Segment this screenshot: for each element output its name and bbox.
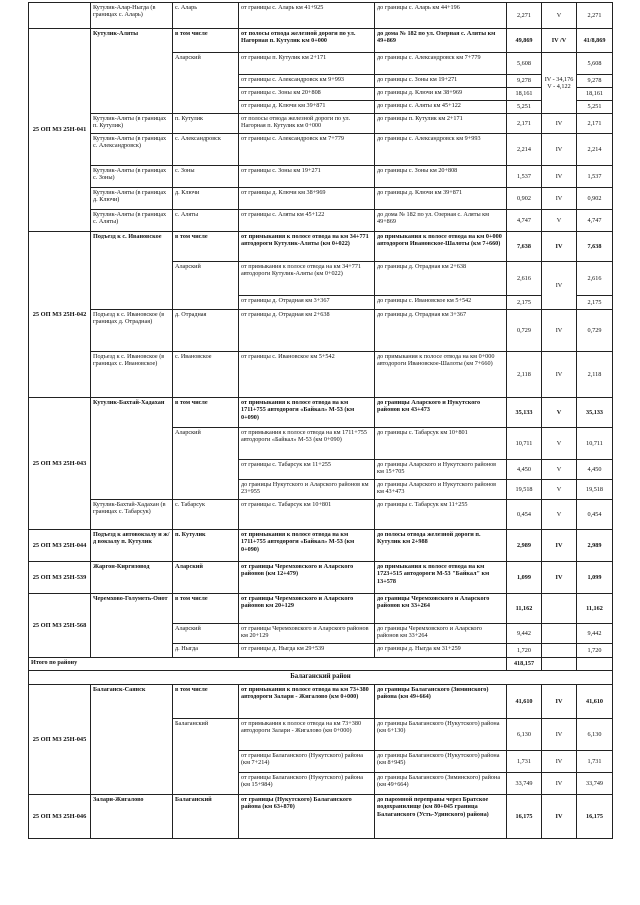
length-value: 7,638 <box>507 232 542 262</box>
total-value: 5,251 <box>577 101 613 114</box>
total-value: 16,175 <box>577 795 613 839</box>
segment-start: от границы с. Табарсук км 10+801 <box>239 500 375 530</box>
total-value: 5,608 <box>577 53 613 75</box>
road-registry-page <box>28 2 612 839</box>
total-value: 2,171 <box>577 114 613 134</box>
category-value: IV <box>542 530 577 562</box>
segment-start: от границы с. Ивановское км 5+542 <box>239 352 375 398</box>
length-value: 1,731 <box>507 751 542 773</box>
road-name: Подъезд к с. Ивановское (в границах с. Ивановское) <box>91 352 173 398</box>
section-part: в том числе <box>173 29 239 53</box>
segment-start: от границы д. Ключи км 39+871 <box>239 101 375 114</box>
segment-end: до границы с. Табарсук км 11+255 <box>375 500 507 530</box>
segment-start: от полосы отвода железной дороги по ул. Нагорная п. Кутулик км 0+000 <box>239 114 375 134</box>
section-part: с. Ивановское <box>173 352 239 398</box>
category-value: IV <box>542 352 577 398</box>
section-part: с. Аларь <box>173 3 239 29</box>
total-value: 1,099 <box>577 562 613 594</box>
segment-start: от границы д. Ключи км 38+969 <box>239 188 375 210</box>
road-code: 25 ОП МЗ 25Н-539 <box>29 562 91 594</box>
segment-start: от границы с. Табарсук км 11+255 <box>239 460 375 480</box>
length-value: 1,720 <box>507 644 542 658</box>
category-value: IV <box>542 719 577 751</box>
category-value: IV <box>542 134 577 166</box>
section-part: Аларский <box>173 428 239 500</box>
road-code: 25 ОП МЗ 25Н-043 <box>29 398 91 530</box>
table-row <box>29 29 613 53</box>
segment-end: до дома № 182 по ул. Озерная с. Аляты км 49+869 <box>375 210 507 232</box>
total-value: 2,118 <box>577 352 613 398</box>
road-name: Кутулик-Аляты (в границах с. Аляты) <box>91 210 173 232</box>
segment-end: до границы Черемховского и Аларского районов км 33+264 <box>375 594 507 624</box>
segment-end: до границы с. Зоны км 19+271 <box>375 75 507 88</box>
length-value: 11,162 <box>507 594 542 624</box>
section-part: Аларский <box>173 53 239 114</box>
total-row <box>29 658 613 671</box>
total-value: 6,130 <box>577 719 613 751</box>
length-value: 1,537 <box>507 166 542 188</box>
total-value: 4,747 <box>577 210 613 232</box>
length-value: 5,608 <box>507 53 542 75</box>
road-registry-table <box>28 2 613 839</box>
section-part: с. Зоны <box>173 166 239 188</box>
segment-end: до примыкания к полосе отвода на км 0+000 автодороги Ивановское-Шалоты (км 7+660) <box>375 352 507 398</box>
section-part: Балаганский <box>173 719 239 795</box>
segment-end: до границы с. Табарсук км 10+801 <box>375 428 507 460</box>
segment-end: до границы д. Отрадная км 3+367 <box>375 310 507 352</box>
section-part: с. Александровск <box>173 134 239 166</box>
total-value: 1,731 <box>577 751 613 773</box>
segment-end: до границы Аларского и Нукутского районов км 43+473 <box>375 398 507 428</box>
road-name: Кутулик-Аляты (в границах с. Александровск) <box>91 134 173 166</box>
segment-end: до границы д. Ключи км 39+871 <box>375 188 507 210</box>
length-value: 33,749 <box>507 773 542 795</box>
segment-end: до дома № 182 по ул. Озерная с. Аляты км 49+869 <box>375 29 507 53</box>
table-row <box>29 500 613 530</box>
category-value: IV <box>542 310 577 352</box>
category-value: IV <box>542 751 577 773</box>
length-value: 49,869 <box>507 29 542 53</box>
segment-end: до границы Аларского и Нукутского районов км 43+473 <box>375 480 507 500</box>
category-value: V <box>542 3 577 29</box>
segment-start: от границы с. Зоны км 19+271 <box>239 166 375 188</box>
category-value: IV <box>542 232 577 262</box>
total-value: 9,278 <box>577 75 613 88</box>
segment-end: до границы Балаганского (Зиминского) района (км 49+664) <box>375 685 507 719</box>
table-row <box>29 530 613 562</box>
total-value: 19,518 <box>577 480 613 500</box>
segment-start: от примыкания к полосе отвода на км 73+380 автодороги Залари - Жигалово (км 0+000) <box>239 685 375 719</box>
road-name: Балаганск-Саянск <box>91 685 173 795</box>
category-value <box>542 624 577 644</box>
road-name: Подъезд к с. Ивановское <box>91 232 173 310</box>
total-value: 2,989 <box>577 530 613 562</box>
total-value: 2,616 <box>577 262 613 296</box>
category-value: IV <box>542 114 577 134</box>
road-name: Кутулик-Аляты (в границах с. Зоны) <box>91 166 173 188</box>
category-value <box>542 644 577 658</box>
section-part: Аларский <box>173 262 239 310</box>
length-value: 2,616 <box>507 262 542 296</box>
road-code: 25 ОП МЗ 25Н-045 <box>29 685 91 795</box>
segment-start: от границы Балаганского (Нукутского) района (км 15+984) <box>239 773 375 795</box>
section-title: Балаганский район <box>29 671 613 685</box>
section-part: п. Кутулик <box>173 114 239 134</box>
length-value: 4,450 <box>507 460 542 480</box>
total-value: 11,162 <box>577 594 613 624</box>
category-value: V <box>542 500 577 530</box>
total-value: 2,271 <box>577 3 613 29</box>
table-row <box>29 166 613 188</box>
segment-end: до границы д. Ныгда км 31+259 <box>375 644 507 658</box>
road-name: Кутулик-Аляты (в границах д. Ключи) <box>91 188 173 210</box>
segment-start: до границы Нукутского и Аларского районов км 23+955 <box>239 480 375 500</box>
table-row <box>29 210 613 232</box>
segment-end: до границы с. Аляты км 45+122 <box>375 101 507 114</box>
total-value: 41/8,869 <box>577 29 613 53</box>
segment-end: до границы с. Александровск км 9+993 <box>375 134 507 166</box>
segment-start: от границы Черемховского и Аларского районов (км 12+479) <box>239 562 375 594</box>
category-value: IV <box>542 166 577 188</box>
segment-end: до паромной переправы через Братское водохранилище (км 80+045 граница Балаганского (Усть-Удинского) района) <box>375 795 507 839</box>
section-part: Аларский <box>173 624 239 644</box>
category-value: IV <box>542 795 577 839</box>
table-row <box>29 594 613 624</box>
section-part: д. Ключи <box>173 188 239 210</box>
length-value: 2,271 <box>507 3 542 29</box>
segment-start: от границы д. Отрадная км 2+638 <box>239 310 375 352</box>
table-row <box>29 685 613 719</box>
total-value: 41,610 <box>577 685 613 719</box>
segment-start: от границы п. Кутулик км 2+171 <box>239 53 375 75</box>
total-value: 1,537 <box>577 166 613 188</box>
segment-end: до границы Балаганского (Зиминского) района (км 49+664) <box>375 773 507 795</box>
total-value: 9,442 <box>577 624 613 644</box>
total-value: 2,175 <box>577 296 613 310</box>
category-value: V <box>542 398 577 428</box>
segment-start: от границы Черемховского и Аларского районов км 20+129 <box>239 624 375 644</box>
length-value: 19,518 <box>507 480 542 500</box>
road-name: Кутулик-Аляты (в границах п. Кутулик) <box>91 114 173 134</box>
table-row <box>29 398 613 428</box>
length-value: 10,711 <box>507 428 542 460</box>
category-value: V <box>542 480 577 500</box>
road-name: Кутулик-Бахтай-Хадахан <box>91 398 173 500</box>
section-part: с. Табарсук <box>173 500 239 530</box>
length-value: 9,278 <box>507 75 542 88</box>
section-part: Балаганский <box>173 795 239 839</box>
segment-start: от границы Балаганского (Нукутского) района (км 7+214) <box>239 751 375 773</box>
length-value: 4,747 <box>507 210 542 232</box>
segment-end: до границы п. Кутулик км 2+171 <box>375 114 507 134</box>
total-value: 33,749 <box>577 773 613 795</box>
section-part: в том числе <box>173 398 239 428</box>
category-value: IV - 34,176 V - 4,122 <box>542 53 577 114</box>
length-value: 0,454 <box>507 500 542 530</box>
length-value: 18,161 <box>507 88 542 101</box>
segment-start: от границы с. Аляты км 45+122 <box>239 210 375 232</box>
length-value: 6,130 <box>507 719 542 751</box>
table-row <box>29 188 613 210</box>
total-label: Итого по району <box>29 658 507 671</box>
table-row <box>29 134 613 166</box>
table-row <box>29 352 613 398</box>
total-value: 0,902 <box>577 188 613 210</box>
table-row <box>29 562 613 594</box>
category-value <box>542 594 577 624</box>
section-part: в том числе <box>173 594 239 624</box>
length-value: 9,442 <box>507 624 542 644</box>
section-part: Аларский <box>173 562 239 594</box>
length-value: 0,902 <box>507 188 542 210</box>
table-row <box>29 310 613 352</box>
road-name: Подъезд к автовокзалу и ж/д вокзалу п. Кутулик <box>91 530 173 562</box>
segment-end: до полосы отвода железной дороги п. Кутулик км 2+988 <box>375 530 507 562</box>
segment-start: от примыкания к полосе отвода на км 34+771 автодороги Кутулик-Аляты (км 0+022) <box>239 232 375 262</box>
length-value: 41,610 <box>507 685 542 719</box>
segment-end: до примыкания к полосе отвода на км 0+000 автодороги Ивановское-Шалоты (км 7+660) <box>375 232 507 262</box>
length-value: 35,133 <box>507 398 542 428</box>
section-part: д. Отрадная <box>173 310 239 352</box>
segment-start: от примыкания к полосе отвода на км 1711+755 автодороги «Байкал» М-53 (км 0+090) <box>239 428 375 460</box>
section-part: с. Аляты <box>173 210 239 232</box>
segment-start: от примыкания к полосе отвода на км 34+771 автодороги Кутулик-Аляты (км 0+022) <box>239 262 375 296</box>
category-value: IV <box>542 685 577 719</box>
length-value: 2,214 <box>507 134 542 166</box>
category-value: V <box>542 210 577 232</box>
road-code: 25 ОП МЗ 25Н-041 <box>29 29 91 232</box>
category-value: IV <box>542 562 577 594</box>
category-value: IV <box>542 188 577 210</box>
segment-start: от границы Черемховского и Аларского районов км 20+129 <box>239 594 375 624</box>
empty-cell <box>577 658 613 671</box>
category-value: IV <box>542 262 577 310</box>
segment-end: до границы с. Александровск км 7+779 <box>375 53 507 75</box>
road-code: 25 ОП МЗ 25Н-046 <box>29 795 91 839</box>
road-code: 25 ОП МЗ 25Н-042 <box>29 232 91 398</box>
total-value: 2,214 <box>577 134 613 166</box>
segment-start: от границы с. Александровск км 7+779 <box>239 134 375 166</box>
total-value: 0,729 <box>577 310 613 352</box>
length-value: 1,099 <box>507 562 542 594</box>
segment-start: от границы с. Зоны км 20+808 <box>239 88 375 101</box>
road-name: Кутулик-Алар-Ныгда (в границах с. Аларь) <box>91 3 173 29</box>
segment-end: до границы с. Ивановское км 5+542 <box>375 296 507 310</box>
table-row <box>29 3 613 29</box>
total-length: 418,157 <box>507 658 542 671</box>
table-row <box>29 114 613 134</box>
table-row <box>29 795 613 839</box>
total-value: 18,161 <box>577 88 613 101</box>
road-name: Подъезд к с. Ивановское (в границах д. Отрадная) <box>91 310 173 352</box>
segment-start: от границы с. Аларь км 41+925 <box>239 3 375 29</box>
length-value: 2,989 <box>507 530 542 562</box>
length-value: 16,175 <box>507 795 542 839</box>
segment-end: до границы д. Отрадная км 2+638 <box>375 262 507 296</box>
segment-end: до границы с. Зоны км 20+808 <box>375 166 507 188</box>
table-row <box>29 232 613 262</box>
segment-end: до границы Балаганского (Нукутского) района (км 8+945) <box>375 751 507 773</box>
total-value: 10,711 <box>577 428 613 460</box>
category-value: V <box>542 428 577 460</box>
category-value: IV /V <box>542 29 577 53</box>
segment-start: от границы д. Ныгда км 29+539 <box>239 644 375 658</box>
total-value: 1,720 <box>577 644 613 658</box>
section-row <box>29 671 613 685</box>
length-value: 5,251 <box>507 101 542 114</box>
section-part: в том числе <box>173 685 239 719</box>
segment-start: от примыкания к полосе отвода на км 1711+755 автодороги «Байкал» М-53 (км 0+090) <box>239 398 375 428</box>
segment-start: от границы с. Александровск км 9+993 <box>239 75 375 88</box>
total-value: 4,450 <box>577 460 613 480</box>
empty-cell <box>542 658 577 671</box>
road-name: Черемхово-Голуметь-Онот <box>91 594 173 658</box>
segment-start: от границы (Нукутского) Балаганского района (км 63+870) <box>239 795 375 839</box>
road-name: Кутулик-Бахтай-Хадахан (в границах с. Табарсук) <box>91 500 173 530</box>
segment-end: до примыкания к полосе отвода на км 1723+515 автодороги М-53 "Байкал" км 13+578 <box>375 562 507 594</box>
segment-end: до границы Черемховского и Аларского районов км 33+264 <box>375 624 507 644</box>
segment-end: до границы с. Аларь км 44+196 <box>375 3 507 29</box>
segment-end: до границы Балаганского (Нукутского) района (км 6+130) <box>375 719 507 751</box>
total-value: 35,133 <box>577 398 613 428</box>
road-name: Кутулик-Аляты <box>91 29 173 114</box>
segment-start: от полосы отвода железной дороги по ул. Нагорная п. Кутулик км 0+000 <box>239 29 375 53</box>
section-part: п. Кутулик <box>173 530 239 562</box>
total-value: 7,638 <box>577 232 613 262</box>
category-value: V <box>542 460 577 480</box>
segment-end: до границы д. Ключи км 38+969 <box>375 88 507 101</box>
section-part: в том числе <box>173 232 239 262</box>
length-value: 2,175 <box>507 296 542 310</box>
road-code: 25 ОП МЗ 25Н-568 <box>29 594 91 658</box>
segment-start: от примыкания к полосе отвода на км 73+380 автодороги Залари - Жигалово (км 0+000) <box>239 719 375 751</box>
length-value: 2,118 <box>507 352 542 398</box>
total-value: 0,454 <box>577 500 613 530</box>
segment-start: от примыкания к полосе отвода на км 1711+755 автодороги «Байкал» М-53 (км 0+090) <box>239 530 375 562</box>
section-part: д. Ныгда <box>173 644 239 658</box>
road-code: 25 ОП МЗ 25Н-044 <box>29 530 91 562</box>
length-value: 2,171 <box>507 114 542 134</box>
road-name: Жаргон-Киргизовод <box>91 562 173 594</box>
length-value: 0,729 <box>507 310 542 352</box>
road-name: Залари-Жигалово <box>91 795 173 839</box>
segment-start: от границы д. Отрадная км 3+367 <box>239 296 375 310</box>
category-value: IV <box>542 773 577 795</box>
segment-end: до границы Аларского и Нукутского районов км 15+705 <box>375 460 507 480</box>
code-cell <box>29 3 91 29</box>
